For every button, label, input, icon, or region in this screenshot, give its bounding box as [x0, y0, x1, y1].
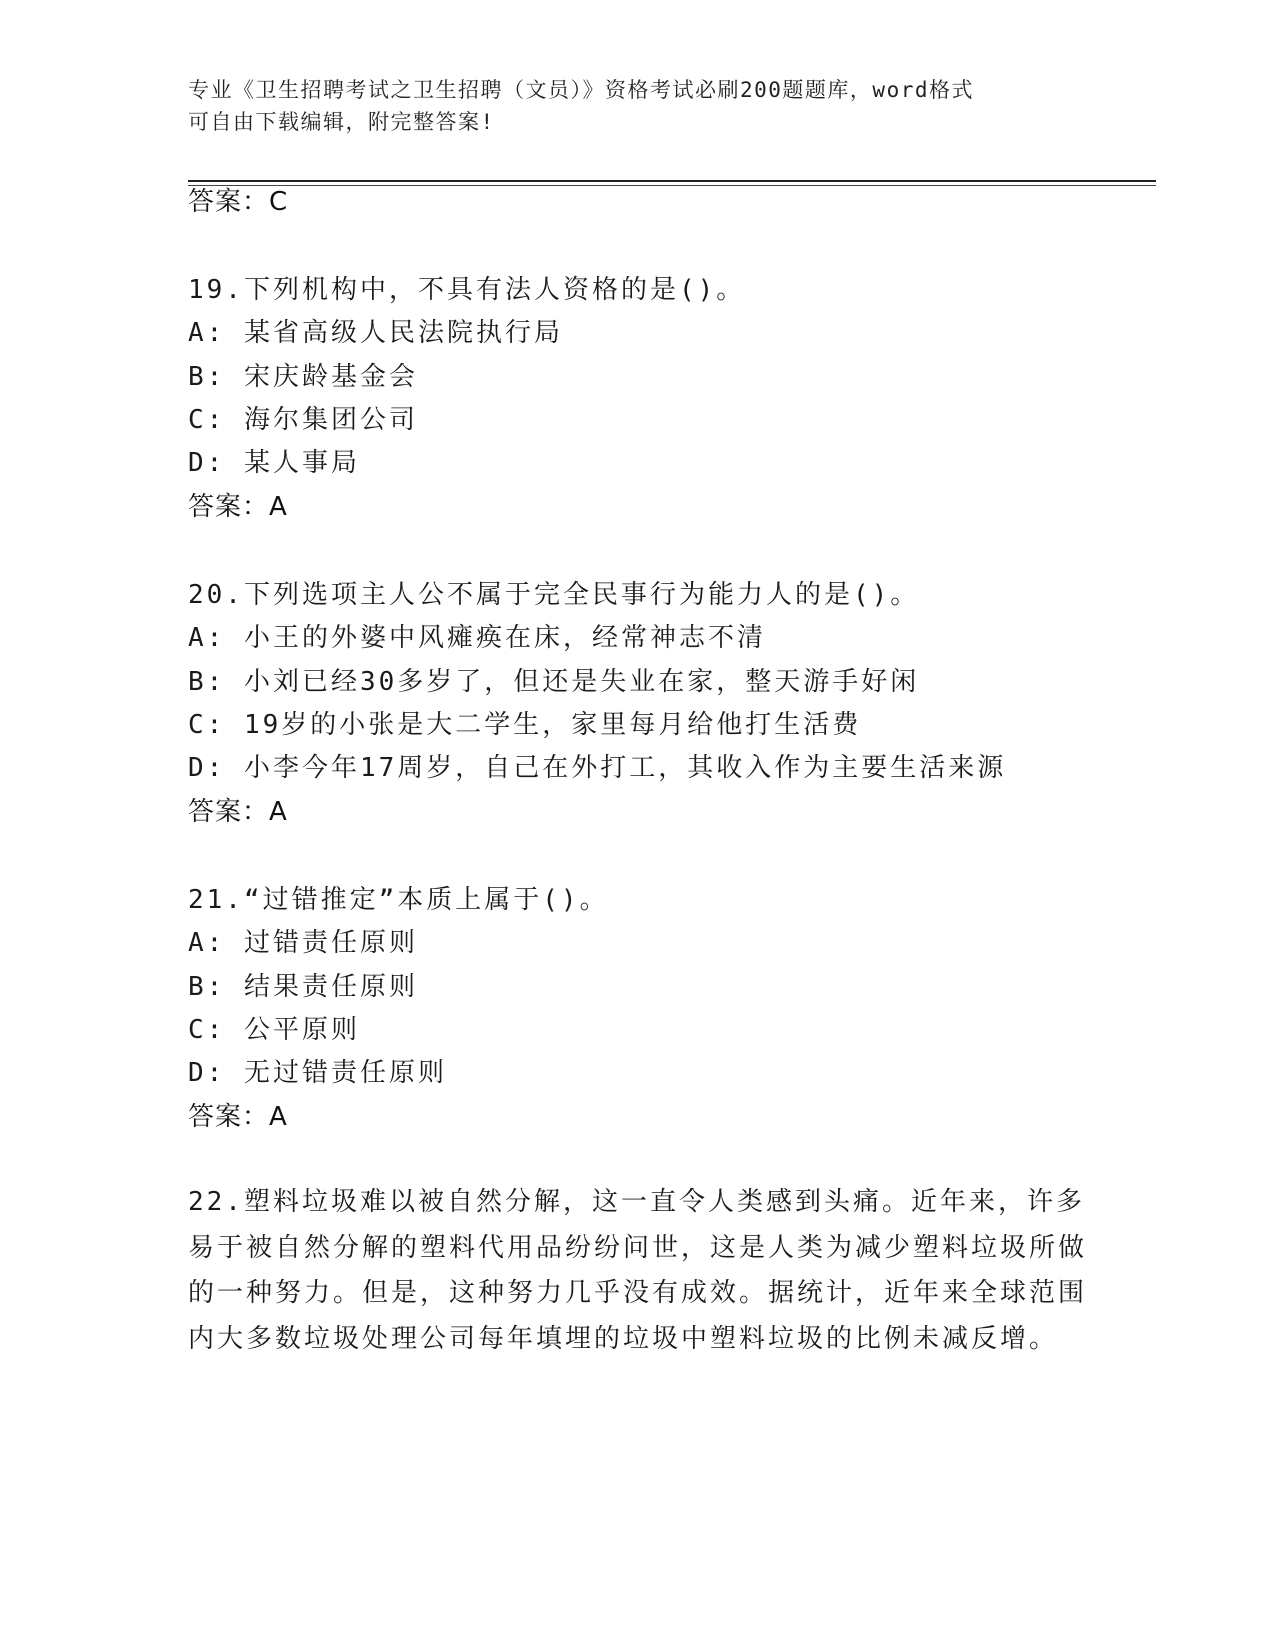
question-21-option-d: D: 无过错责任原则 [188, 1058, 447, 1088]
question-21-option-b: B: 结果责任原则 [188, 972, 418, 1002]
question-21-answer: 答案：A [188, 1102, 288, 1132]
header-rule-thin [188, 185, 1156, 186]
answer-previous: 答案：C [188, 187, 289, 217]
question-19-option-c: C: 海尔集团公司 [188, 405, 418, 435]
question-19-answer: 答案：A [188, 492, 288, 522]
question-19-stem: 19.下列机构中，不具有法人资格的是()。 [188, 275, 746, 305]
header-line-1: 专业《卫生招聘考试之卫生招聘（文员）》资格考试必刷200题题库，word格式 [188, 78, 974, 102]
header-line-2: 可自由下载编辑，附完整答案! [188, 110, 495, 134]
document-header [188, 74, 1088, 138]
question-19-option-b: B: 宋庆龄基金会 [188, 362, 418, 392]
question-20-option-c: C: 19岁的小张是大二学生，家里每月给他打生活费 [188, 710, 862, 740]
question-20-option-b: B: 小刘已经30多岁了，但还是失业在家，整天游手好闲 [188, 667, 920, 697]
question-21-option-a: A: 过错责任原则 [188, 928, 418, 958]
question-20-option-d: D: 小李今年17周岁，自己在外打工，其收入作为主要生活来源 [188, 753, 1007, 783]
question-20-option-a: A: 小王的外婆中风瘫痪在床，经常神志不清 [188, 623, 766, 653]
question-19-option-d: D: 某人事局 [188, 448, 360, 478]
question-22-stem: 22.塑料垃圾难以被自然分解，这一直令人类感到头痛。近年来，许多易于被自然分解的塑料代用品纷纷问世，这是人类为减少塑料垃圾所做的一种努力。但是，这种努力几乎没有成效。据统计，近年来全球范围内大多数垃圾处理公司每年填埋的垃圾中塑料垃圾的比例未减反增。 [188, 1187, 1088, 1354]
question-19-option-a: A: 某省高级人民法院执行局 [188, 318, 563, 348]
question-21-stem: 21.“过错推定”本质上属于()。 [188, 885, 609, 915]
header-rule-thick [188, 180, 1156, 182]
question-20-stem: 20.下列选项主人公不属于完全民事行为能力人的是()。 [188, 580, 920, 610]
question-20-answer: 答案：A [188, 797, 288, 827]
question-21-option-c: C: 公平原则 [188, 1015, 360, 1045]
